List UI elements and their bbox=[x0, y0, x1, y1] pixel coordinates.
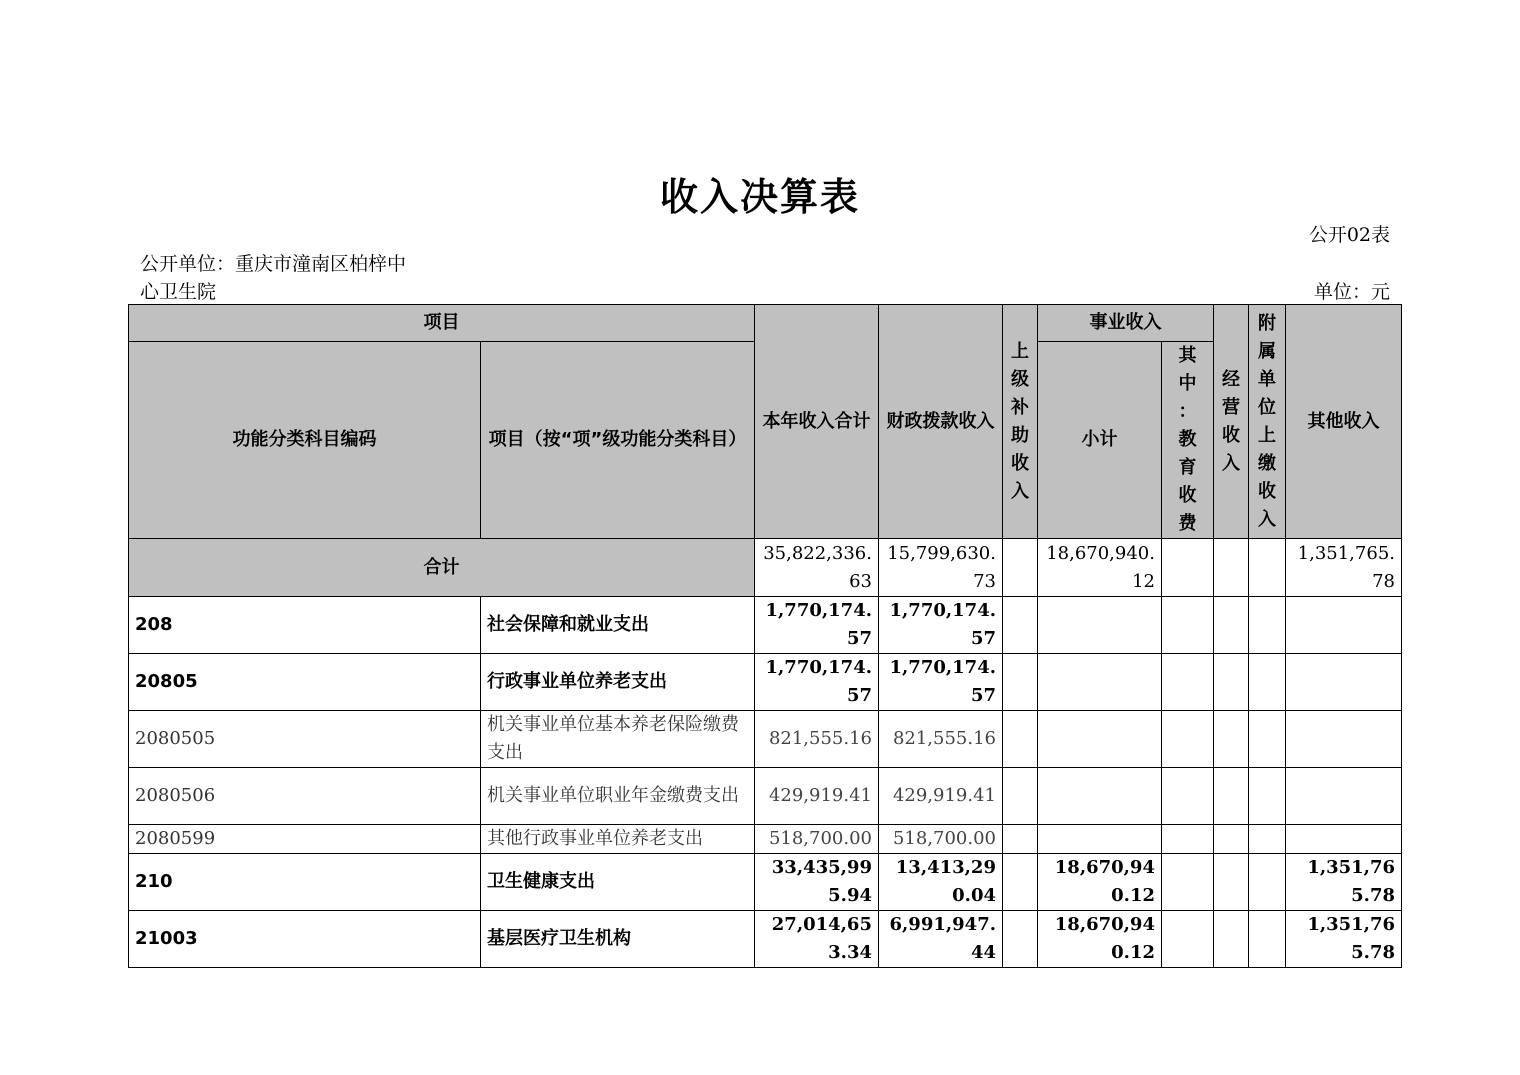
header-affiliated: 附属单位上缴收入 bbox=[1249, 305, 1286, 539]
header-operating: 经营收入 bbox=[1214, 305, 1249, 539]
row-name: 机关事业单位职业年金缴费支出 bbox=[481, 768, 755, 825]
row-total: 33,435,995.94 bbox=[755, 854, 879, 911]
row-code: 2080505 bbox=[129, 711, 481, 768]
row-code: 2080599 bbox=[129, 825, 481, 854]
row-edu bbox=[1162, 711, 1214, 768]
row-other bbox=[1286, 654, 1402, 711]
page-title: 收入决算表 bbox=[659, 174, 860, 219]
table-row bbox=[129, 825, 1402, 854]
row-subsidy bbox=[1003, 768, 1038, 825]
row-fiscal: 821,555.16 bbox=[879, 711, 1003, 768]
total-affiliated bbox=[1249, 539, 1286, 597]
header-code: 功能分类科目编码 bbox=[129, 342, 481, 539]
row-edu bbox=[1162, 854, 1214, 911]
row-affiliated bbox=[1249, 768, 1286, 825]
table-row bbox=[129, 911, 1402, 968]
row-affiliated bbox=[1249, 911, 1286, 968]
row-total: 1,770,174.57 bbox=[755, 654, 879, 711]
header-fiscal: 财政拨款收入 bbox=[879, 305, 1003, 539]
row-affiliated bbox=[1249, 597, 1286, 654]
row-affiliated bbox=[1249, 711, 1286, 768]
row-total: 27,014,653.34 bbox=[755, 911, 879, 968]
total-other: 1,351,765.78 bbox=[1286, 539, 1402, 597]
row-code: 208 bbox=[129, 597, 481, 654]
row-affiliated bbox=[1249, 654, 1286, 711]
total-amount: 35,822,336.63 bbox=[755, 539, 879, 597]
row-name: 其他行政事业单位养老支出 bbox=[481, 825, 755, 854]
row-business-subtotal bbox=[1038, 825, 1162, 854]
total-subsidy bbox=[1003, 539, 1038, 597]
total-edu bbox=[1162, 539, 1214, 597]
row-other bbox=[1286, 825, 1402, 854]
row-name: 机关事业单位基本养老保险缴费支出 bbox=[481, 711, 755, 768]
row-operating bbox=[1214, 825, 1249, 854]
total-business-subtotal: 18,670,940.12 bbox=[1038, 539, 1162, 597]
row-total: 429,919.41 bbox=[755, 768, 879, 825]
row-operating bbox=[1214, 654, 1249, 711]
row-fiscal: 1,770,174.57 bbox=[879, 654, 1003, 711]
row-name: 行政事业单位养老支出 bbox=[481, 654, 755, 711]
row-edu bbox=[1162, 825, 1214, 854]
total-label: 合计 bbox=[129, 539, 755, 597]
row-other: 1,351,765.78 bbox=[1286, 911, 1402, 968]
header-edu: 其中：教育收费 bbox=[1162, 342, 1214, 539]
row-business-subtotal bbox=[1038, 654, 1162, 711]
row-subsidy bbox=[1003, 654, 1038, 711]
row-business-subtotal: 18,670,940.12 bbox=[1038, 911, 1162, 968]
row-edu bbox=[1162, 911, 1214, 968]
table-row bbox=[129, 654, 1402, 711]
table-body bbox=[129, 597, 1402, 968]
row-edu bbox=[1162, 597, 1214, 654]
row-affiliated bbox=[1249, 825, 1286, 854]
row-name: 卫生健康支出 bbox=[481, 854, 755, 911]
row-operating bbox=[1214, 911, 1249, 968]
table-row bbox=[129, 854, 1402, 911]
row-operating bbox=[1214, 597, 1249, 654]
header-subsidy: 上级补助收入 bbox=[1003, 305, 1038, 539]
form-number: 公开02表 bbox=[1308, 224, 1390, 246]
row-fiscal: 518,700.00 bbox=[879, 825, 1003, 854]
table-row bbox=[129, 711, 1402, 768]
row-business-subtotal bbox=[1038, 768, 1162, 825]
row-fiscal: 1,770,174.57 bbox=[879, 597, 1003, 654]
table-row bbox=[129, 597, 1402, 654]
income-statement-table bbox=[128, 304, 1402, 968]
reporting-unit-line2: 心卫生院 bbox=[140, 281, 217, 303]
row-other bbox=[1286, 597, 1402, 654]
row-subsidy bbox=[1003, 825, 1038, 854]
row-subsidy bbox=[1003, 597, 1038, 654]
row-affiliated bbox=[1249, 854, 1286, 911]
total-fiscal: 15,799,630.73 bbox=[879, 539, 1003, 597]
row-total: 518,700.00 bbox=[755, 825, 879, 854]
row-name: 社会保障和就业支出 bbox=[481, 597, 755, 654]
row-code: 2080506 bbox=[129, 768, 481, 825]
total-row bbox=[129, 539, 1402, 597]
row-fiscal: 13,413,290.04 bbox=[879, 854, 1003, 911]
row-operating bbox=[1214, 711, 1249, 768]
row-subsidy bbox=[1003, 711, 1038, 768]
row-name: 基层医疗卫生机构 bbox=[481, 911, 755, 968]
total-operating bbox=[1214, 539, 1249, 597]
header-subtotal: 小计 bbox=[1038, 342, 1162, 539]
row-code: 20805 bbox=[129, 654, 481, 711]
row-edu bbox=[1162, 768, 1214, 825]
reporting-unit-line1: 公开单位：重庆市潼南区柏梓中 bbox=[140, 253, 407, 275]
table-row bbox=[129, 768, 1402, 825]
row-subsidy bbox=[1003, 911, 1038, 968]
row-business-subtotal bbox=[1038, 711, 1162, 768]
header-total: 本年收入合计 bbox=[755, 305, 879, 539]
header-business: 事业收入 bbox=[1038, 305, 1214, 342]
row-total: 821,555.16 bbox=[755, 711, 879, 768]
row-operating bbox=[1214, 768, 1249, 825]
row-operating bbox=[1214, 854, 1249, 911]
header-name: 项目（按“项”级功能分类科目） bbox=[481, 342, 755, 539]
header-other: 其他收入 bbox=[1286, 305, 1402, 539]
row-subsidy bbox=[1003, 854, 1038, 911]
row-fiscal: 429,919.41 bbox=[879, 768, 1003, 825]
row-other bbox=[1286, 711, 1402, 768]
header-project: 项目 bbox=[129, 305, 755, 342]
row-code: 21003 bbox=[129, 911, 481, 968]
row-fiscal: 6,991,947.44 bbox=[879, 911, 1003, 968]
row-other: 1,351,765.78 bbox=[1286, 854, 1402, 911]
row-other bbox=[1286, 768, 1402, 825]
currency-unit: 单位：元 bbox=[1313, 281, 1390, 303]
row-edu bbox=[1162, 654, 1214, 711]
row-business-subtotal: 18,670,940.12 bbox=[1038, 854, 1162, 911]
row-total: 1,770,174.57 bbox=[755, 597, 879, 654]
row-business-subtotal bbox=[1038, 597, 1162, 654]
row-code: 210 bbox=[129, 854, 481, 911]
